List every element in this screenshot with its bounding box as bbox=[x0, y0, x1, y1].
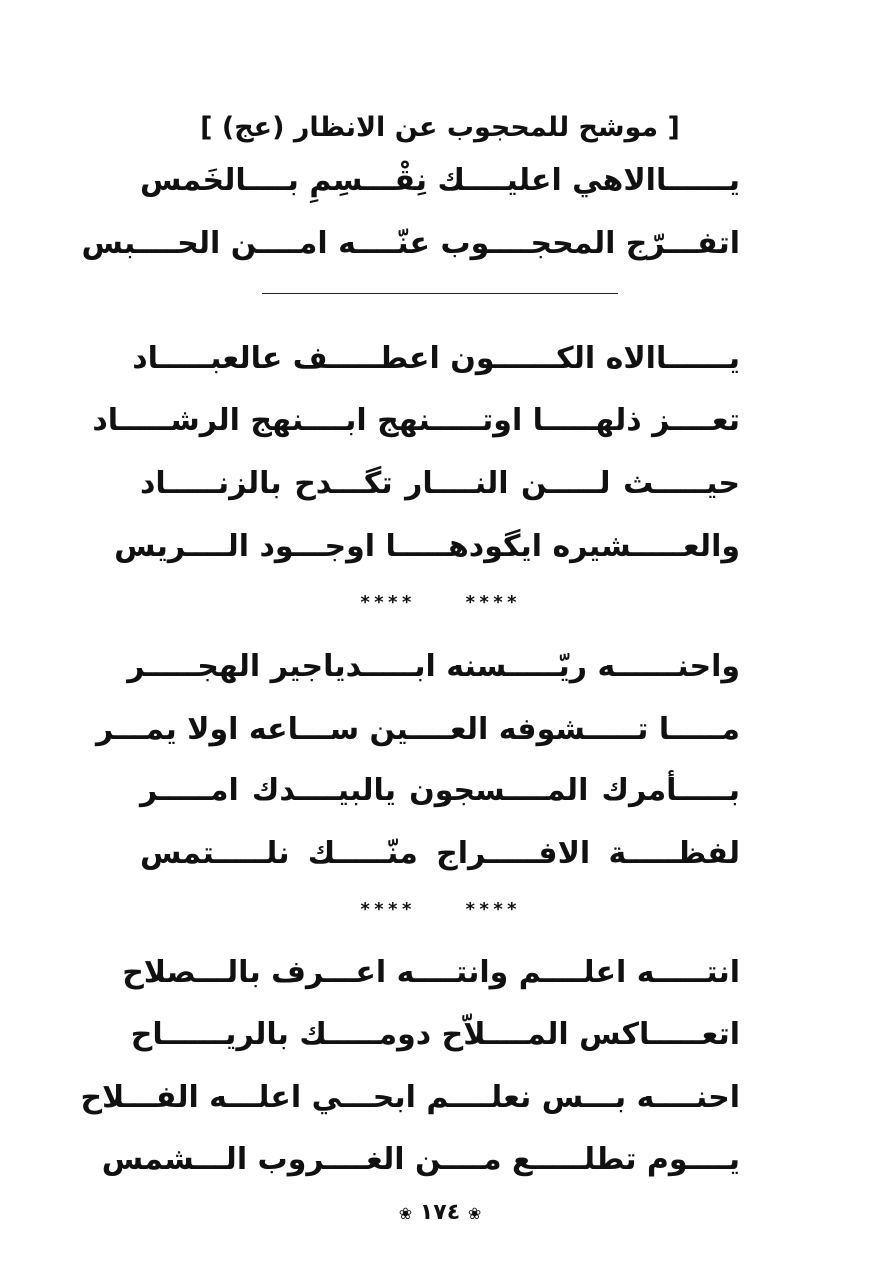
verse-line: احنــــه بـــس نعلــــم ابحـــي اعلـــه الفـــلاح bbox=[80, 1080, 740, 1115]
verse-line: لفظـــــة الافـــــراج منّـــــك نلـــــتمس bbox=[140, 836, 740, 871]
verse-line: يــــــاالاهي اعليــــك نِقْـــسِمِ بــــالخَمس bbox=[140, 163, 740, 198]
divider-rule bbox=[262, 293, 618, 294]
star-group: **** bbox=[359, 592, 416, 613]
verse-line: مـــــا تـــــشوفه العــــين ســـاعه اولا يمـــر bbox=[95, 712, 740, 747]
ornament-icon: ❀ bbox=[467, 1204, 482, 1223]
verse-line: انتـــــه اعلــــم وانتــــه اعـــرف بالـــصلاح bbox=[122, 955, 740, 990]
verse-line: والعـــــشيره ايگودهـــــا اوجـــود الــــريس bbox=[114, 529, 740, 564]
star-separator bbox=[140, 899, 740, 920]
verse-line: يــــوم تطلـــــع مــــن الغــــروب الـــشمس bbox=[101, 1142, 740, 1177]
poem-title: [ موشح للمحجوب عن الانظار (عج) ] bbox=[200, 112, 680, 143]
star-group: **** bbox=[464, 899, 521, 920]
ornament-icon: ❀ bbox=[398, 1204, 413, 1223]
page-number-text: ١٧٤ bbox=[419, 1200, 461, 1225]
star-group: **** bbox=[359, 899, 416, 920]
verse-line: حيـــــث لـــــن النــــار تگـــدح بالزنـــــاد bbox=[140, 466, 740, 501]
verse-line: اتعـــــاكس المــــلاّح دومـــــك بالريــــــاح bbox=[130, 1017, 740, 1052]
page-number bbox=[380, 1200, 500, 1225]
verse-line: يــــــاالاه الكــــــون اعطـــــف عالعبـــــاد bbox=[132, 341, 740, 376]
verse-line: تعــــز ذلهـــــا اوتـــــنهج ابــــنهج الرشـــــاد bbox=[92, 403, 740, 438]
star-separator bbox=[140, 592, 740, 613]
verse-line: واحنــــــه ريّـــــسنه ابـــــدياجير الهجـــــر bbox=[127, 649, 740, 684]
verse-line: بـــــأمرك المــــسجون يالبيــــدك امـــــر bbox=[140, 773, 740, 808]
verse-line: اتفـــرّج المحجــــوب عنّــــه امــــن الحــــبس bbox=[81, 226, 740, 261]
star-group: **** bbox=[464, 592, 521, 613]
